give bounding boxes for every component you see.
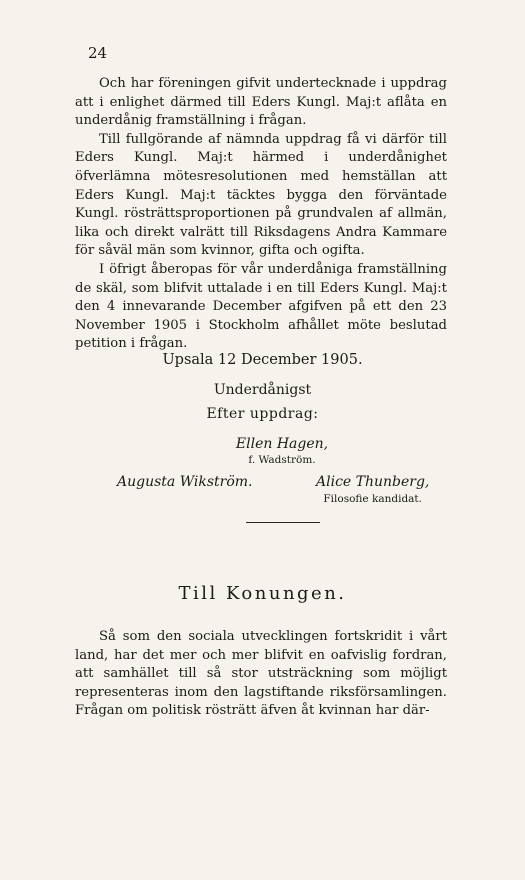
page-number: 24 [88, 44, 108, 62]
paragraph-2: Till fullgörande af nämnda uppdrag få vi därför till Eders Kungl. Maj:t härmed i underdånighet öfverlämna mötesresolutionen med hemställan att Eders Kungl. Maj:t täcktes bygga den förväntade Kungl. rösträttsproportionen på grundvalen af allmän, lika och direkt valrätt till Riksdagens Andra Kammare för såväl män som kvinnor, gifta och ogifta. [75, 131, 447, 259]
body-text-bottom [75, 628, 447, 721]
paragraph-4: Så som den sociala utvecklingen fortskridit i vårt land, har det mer och mer blifvit en oafvislig fordran, att samhället till så stor utsträckning som möjligt representeras inom den lagstiftande riksförsamlingen. Frågan om politisk rösträtt äfven åt kvinnan har där- [75, 629, 447, 719]
signature-thunberg-sub: Filosofie kandidat. [323, 493, 422, 505]
paragraph-1: Och har föreningen gifvit undertecknade i uppdrag att i enlighet därmed till Eders Kungl. Maj:t aflåta en underdånig framställning i frågan. [75, 76, 447, 129]
dateline: Upsala 12 December 1905. [162, 352, 363, 368]
paragraph-3: I öfrigt åberopas för vår underdåniga framställning de skäl, som blifvit uttalade i en till Eders Kungl. Maj:t den 4 innevarande December afgifven på ett den 23 November 1905 i Stockholm afhållet möte beslutad petition i frågan. [75, 261, 447, 352]
signature-hagen-sub: f. Wadström. [248, 454, 316, 466]
signature-hagen-name: Ellen Hagen, [235, 436, 329, 452]
signature-wikstrom: Augusta Wikström. [117, 474, 253, 490]
signature-thunberg [316, 474, 429, 508]
closing-efter-uppdrag: Efter uppdrag: [206, 406, 319, 422]
closing-underdanigst: Underdånigst [213, 382, 312, 398]
section-divider [246, 522, 320, 523]
signature-thunberg-name: Alice Thunberg, [316, 474, 430, 490]
signature-hagen [232, 436, 332, 468]
section-heading: Till Konungen. [178, 583, 347, 604]
body-text-top [75, 75, 447, 354]
